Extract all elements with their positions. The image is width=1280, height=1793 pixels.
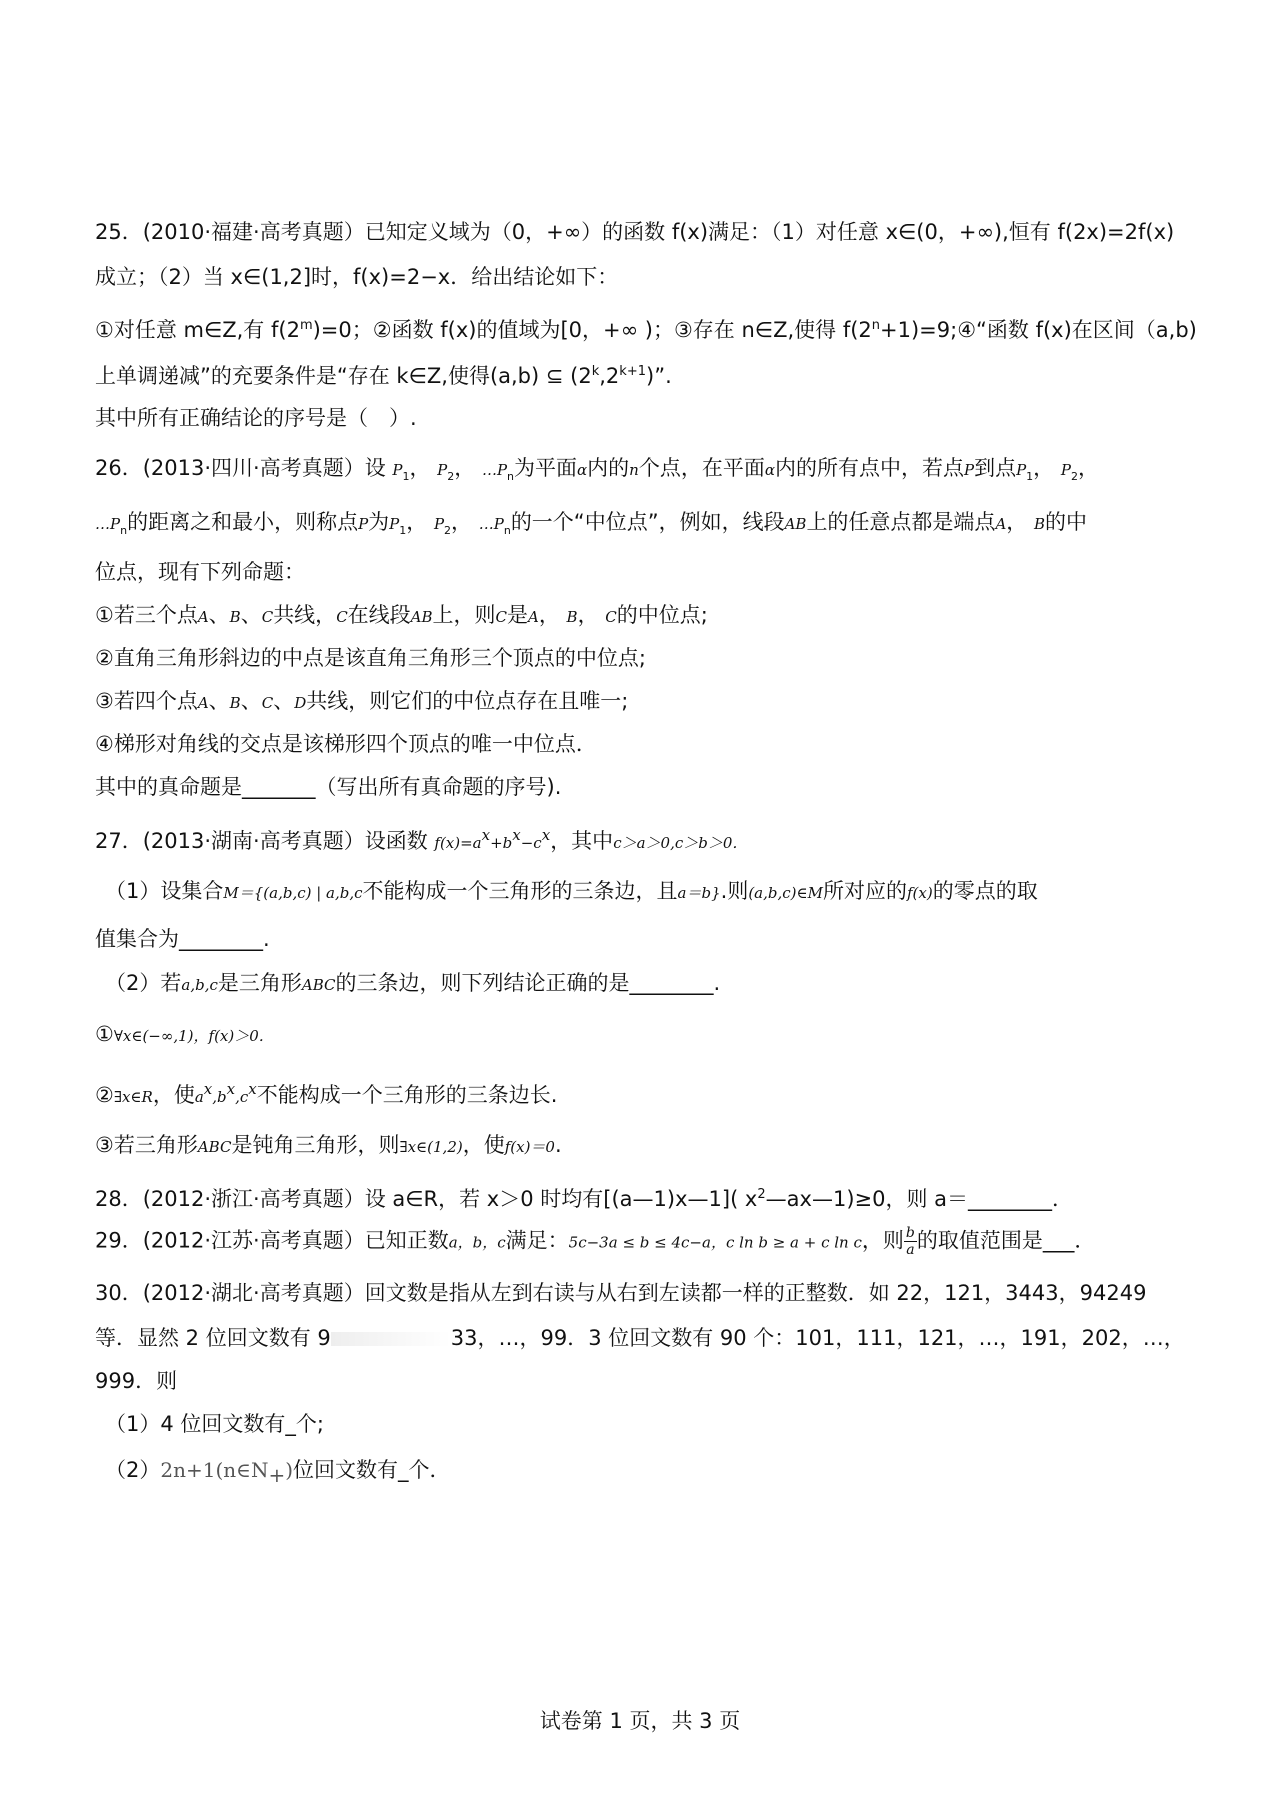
q26-text-2b: 的距离之和最小，则称点 bbox=[127, 510, 359, 534]
q26-text-1f: 到点 bbox=[974, 456, 1017, 480]
sep: ， bbox=[538, 603, 560, 627]
math-P: P bbox=[963, 461, 975, 479]
q26-line2 bbox=[95, 507, 1195, 546]
q27-text-7c: ，使 bbox=[462, 1133, 505, 1157]
math-C: C bbox=[605, 608, 617, 626]
math-cond: c＞a＞0,c＞b＞0． bbox=[613, 834, 748, 852]
q27-line5 bbox=[95, 1019, 1195, 1051]
q26-text-4c: 在线段 bbox=[347, 603, 411, 627]
math-p2: P bbox=[1060, 461, 1071, 479]
sep: ， bbox=[409, 456, 431, 480]
sep: 、 bbox=[208, 689, 230, 713]
math-B: B bbox=[1033, 515, 1045, 533]
q30-line2 bbox=[95, 1323, 1195, 1353]
q26-line4 bbox=[95, 600, 1195, 632]
q25-sup-k1: k+1 bbox=[619, 364, 646, 379]
q26-text-1b: 为平面 bbox=[514, 456, 578, 480]
q27-text-5a: ① bbox=[95, 1022, 114, 1046]
q27-text-2d: 所对应的 bbox=[822, 879, 907, 903]
q26-text-4a: ①若三个点 bbox=[95, 603, 198, 627]
q30-text-5a: （2） bbox=[105, 1458, 161, 1482]
math-pn: …P bbox=[481, 461, 508, 479]
q30-text-2b: 33，…，99．3 位回文数有 90 个：101，111，121，…，191，202，…， bbox=[450, 1326, 1185, 1350]
q25-line3 bbox=[95, 311, 1195, 345]
math-P: P bbox=[358, 515, 369, 533]
math-setM: M＝{(a,b,c) | a,b,c bbox=[223, 884, 363, 902]
q30-text-4: （1）4 位回文数有_个; bbox=[105, 1412, 324, 1436]
q27-text-6c: 不能构成一个三角形的三条边长. bbox=[256, 1083, 558, 1107]
q27-text-6a: ② bbox=[95, 1083, 114, 1107]
frac-den: a bbox=[906, 1242, 915, 1258]
q30-line3 bbox=[95, 1366, 1195, 1396]
math-sub2: 2 bbox=[447, 470, 455, 484]
q25-text-2: 成立；（2）当 x∈(1,2]时，f(x)=2−x．给出结论如下： bbox=[95, 265, 619, 289]
math-fx0: f(x)＝0 bbox=[504, 1138, 555, 1156]
math-pn: …P bbox=[95, 515, 121, 533]
q25-text-4c: )”. bbox=[646, 364, 672, 388]
sep: 、 bbox=[273, 689, 295, 713]
q29-text-c: ，则 bbox=[861, 1228, 904, 1253]
q29-text-d: 的取值范围是___． bbox=[916, 1228, 1096, 1253]
q27-text-2b: 不能构成一个三角形的三条边，且 bbox=[362, 879, 678, 903]
q26-line5 bbox=[95, 643, 1195, 673]
q25-text-3b: )=0；②函数 f(x)的值域为[0，+∞ )；③存在 n∈Z,使得 f(2 bbox=[312, 318, 872, 342]
math-exists12: ∃x∈(1,2) bbox=[399, 1138, 463, 1156]
q29-text-a: 29．(2012·江苏·高考真题）已知正数 bbox=[95, 1228, 449, 1253]
math-exists: ∃x∈R bbox=[113, 1088, 153, 1106]
q27-line3 bbox=[95, 924, 1195, 954]
q26-text-6b: 共线，则它们的中位点存在且唯一; bbox=[306, 689, 629, 713]
q27-line2 bbox=[105, 876, 1205, 908]
math-AB: AB bbox=[784, 515, 807, 533]
q27-text-1b: ，其中 bbox=[550, 829, 614, 853]
q30-line4 bbox=[105, 1409, 1205, 1439]
fraction-b-over-a bbox=[904, 1225, 917, 1258]
page-footer: 试卷第 1 页，共 3 页 bbox=[539, 1709, 741, 1733]
q26-text-4e: 是 bbox=[507, 603, 529, 627]
q26-text-5: ②直角三角形斜边的中点是该直角三角形三个顶点的中位点; bbox=[95, 646, 646, 670]
q26-text-1d: 个点，在平面 bbox=[638, 456, 765, 480]
q26-text-3: 位点，现有下列命题： bbox=[95, 560, 305, 584]
q27-text-2c: .则 bbox=[720, 879, 749, 903]
q27-text-4b: 是三角形 bbox=[217, 971, 302, 995]
math-A: A bbox=[528, 608, 539, 626]
q25-line1 bbox=[95, 217, 1195, 247]
math-sub2: 2 bbox=[1070, 470, 1078, 484]
math-abc: a,b,c bbox=[181, 976, 218, 994]
math-B: B bbox=[566, 608, 578, 626]
math-C: C bbox=[495, 608, 508, 626]
q28-sup: 2 bbox=[757, 1187, 766, 1202]
q25-text-5: 其中所有正确结论的序号是（ ）. bbox=[95, 406, 417, 430]
q26-text-4f: 的中位点; bbox=[616, 603, 708, 627]
q27-text-3: 值集合为________. bbox=[95, 927, 270, 951]
math-sup-x: x bbox=[512, 826, 521, 844]
math-alpha: α bbox=[764, 461, 775, 479]
sep: ， bbox=[1077, 456, 1099, 480]
math-sup-x: x bbox=[248, 1080, 257, 1098]
q26-text-4b: 共线， bbox=[273, 603, 337, 627]
math-fx-def: f(x)=a bbox=[434, 834, 482, 852]
math-C: C bbox=[261, 608, 274, 626]
math-subn: n bbox=[507, 470, 515, 484]
math-AB: AB bbox=[410, 608, 433, 626]
math-B: B bbox=[229, 694, 241, 712]
math-sup-x: x bbox=[481, 826, 491, 844]
q25-text-3a: ①对任意 m∈Z,有 f(2 bbox=[95, 318, 300, 342]
q27-text-6b: ，使 bbox=[152, 1083, 195, 1107]
math-sub2: 2 bbox=[444, 524, 452, 538]
math-sup-x: x bbox=[541, 826, 551, 844]
q26-text-1a: 26．(2013·四川·高考真题）设 bbox=[95, 456, 393, 480]
q25-sup-m: m bbox=[299, 318, 313, 333]
math-p1: P bbox=[1016, 461, 1027, 479]
q26-line6 bbox=[95, 686, 1195, 718]
math-sup-x: x bbox=[226, 1080, 236, 1098]
sep: 、 bbox=[208, 603, 230, 627]
q26-text-2d: 的一个“中位点”，例如，线段 bbox=[510, 510, 785, 534]
q30-line1 bbox=[95, 1278, 1195, 1308]
q26-text-8: 其中的真命题是_______（写出所有真命题的序号). bbox=[95, 775, 562, 799]
q26-text-1e: 内的所有点中，若点 bbox=[774, 456, 964, 480]
sep: ， bbox=[577, 603, 599, 627]
q26-text-1c: 内的 bbox=[587, 456, 630, 480]
math-2n1: 2n+1(n∈N bbox=[160, 1458, 269, 1482]
math-subn: n bbox=[503, 524, 511, 538]
math-A: A bbox=[197, 694, 209, 712]
math-bx: b bbox=[217, 1088, 227, 1106]
math-sub1: 1 bbox=[399, 524, 407, 538]
math-B: B bbox=[229, 608, 241, 626]
q26-text-2e: 上的任意点都是端点 bbox=[806, 510, 996, 534]
math-alpha: α bbox=[577, 461, 588, 479]
q27-line6: ②∃x∈R，使$a^x,b^x,c^x$不能构成一个三角形的三条边长. bbox=[95, 1080, 558, 1107]
math-q29abc: a，b，c bbox=[448, 1233, 506, 1252]
smudge-mark bbox=[331, 1332, 451, 1346]
math-2n1-end: ) bbox=[285, 1458, 294, 1482]
math-C: C bbox=[336, 608, 348, 626]
sep: ， bbox=[406, 510, 428, 534]
q26-line3 bbox=[95, 557, 1195, 587]
sep: 、 bbox=[240, 603, 262, 627]
q25-sup-k: k bbox=[591, 364, 600, 379]
q28-text-b: —ax—1)≥0，则 a＝________． bbox=[765, 1187, 1074, 1211]
q26-text-6a: ③若四个点 bbox=[95, 689, 198, 713]
q25-text-4a: 上单调递减”的充要条件是“存在 k∈Z,使得(a,b) ⊆ (2 bbox=[95, 364, 592, 388]
sep: ， bbox=[1033, 456, 1055, 480]
q27-text-4a: （2）若 bbox=[105, 971, 182, 995]
q25-text-3c: +1)=9;④“函数 f(x)在区间（a,b) bbox=[880, 318, 1197, 342]
q26-line7 bbox=[95, 729, 1195, 759]
q25-text-1: 25．(2010·福建·高考真题）已知定义域为（0，+∞）的函数 f(x)满足：（1）对任意 x∈(0，+∞),恒有 f(2x)=2f(x) bbox=[95, 220, 1175, 244]
sep: ， bbox=[1006, 510, 1028, 534]
q27-text-4c: 的三条边，则下列结论正确的是________. bbox=[335, 971, 721, 995]
q26-line1 bbox=[95, 453, 1195, 492]
math-ABC: ABC bbox=[197, 1138, 232, 1156]
math-sub1: 1 bbox=[1026, 470, 1034, 484]
q28-line bbox=[95, 1180, 1195, 1214]
math-n: n bbox=[629, 461, 639, 479]
q28-text-a: 28．(2012·浙江·高考真题）设 a∈R，若 x＞0 时均有[(a—1)x—1]( x bbox=[95, 1187, 758, 1211]
math-fx: f(x) bbox=[906, 884, 933, 902]
sep: ， bbox=[454, 456, 476, 480]
q27-text-7b: 是钝角三角形，则 bbox=[231, 1133, 400, 1157]
q29-line bbox=[95, 1225, 1195, 1258]
math-ABC: ABC bbox=[301, 976, 336, 994]
q25-line4 bbox=[95, 357, 1195, 391]
q27-text-7d: . bbox=[554, 1133, 562, 1157]
sep: ， bbox=[451, 510, 473, 534]
math-abcM: (a,b,c)∈M bbox=[748, 884, 823, 902]
math-forall: ∀x∈(−∞,1)，f(x)＞0． bbox=[113, 1027, 274, 1045]
q30-text-3: 999．则 bbox=[95, 1369, 178, 1393]
math-D: D bbox=[294, 694, 307, 712]
q26-line8 bbox=[95, 772, 1195, 802]
math-sub1: 1 bbox=[402, 470, 410, 484]
math-A: A bbox=[197, 608, 209, 626]
math-p1: P bbox=[392, 461, 403, 479]
math-sup-x: x bbox=[203, 1080, 213, 1098]
math-ax: a bbox=[194, 1088, 204, 1106]
math-aeqb: a＝b} bbox=[677, 884, 721, 902]
q27-line4 bbox=[105, 968, 1205, 1000]
math-pn: …P bbox=[478, 515, 504, 533]
math-fx-minus: −c bbox=[520, 834, 542, 852]
math-2n1-sub: + bbox=[268, 1463, 286, 1488]
q27-text-2e: 的零点的取 bbox=[932, 879, 1038, 903]
q27-text-2a: （1）设集合 bbox=[105, 879, 224, 903]
q30-text-2a: 等．显然 2 位回文数有 9 bbox=[95, 1326, 331, 1350]
q29-text-b: 满足： bbox=[505, 1228, 569, 1253]
math-p2: P bbox=[433, 515, 445, 533]
q25-text-4b: ,2 bbox=[599, 364, 620, 388]
q30-text-5b: 位回文数有_个． bbox=[293, 1458, 451, 1482]
q27-line7 bbox=[95, 1130, 1195, 1162]
math-ineq: 5c−3a ≤ b ≤ 4c−a，c ln b ≥ a + c ln c bbox=[568, 1233, 862, 1252]
q26-text-4d: 上，则 bbox=[432, 603, 496, 627]
q27-line1 bbox=[95, 820, 1195, 858]
q25-sup-n: n bbox=[871, 318, 881, 333]
q30-line5 bbox=[105, 1455, 1205, 1490]
math-A: A bbox=[995, 515, 1007, 533]
math-fx-plus: +b bbox=[490, 834, 513, 852]
q27-text-1a: 27．(2013·湖南·高考真题）设函数 bbox=[95, 829, 435, 853]
q30-text-1: 30．(2012·湖北·高考真题）回文数是指从左到右读与从右到左读都一样的正整数．如 22，121，3443，94249 bbox=[95, 1281, 1147, 1305]
math-cx: c bbox=[239, 1088, 249, 1106]
q27-text-7a: ③若三角形 bbox=[95, 1133, 198, 1157]
frac-num: b bbox=[905, 1225, 915, 1241]
q25-line5 bbox=[95, 403, 1195, 433]
math-p2: P bbox=[437, 461, 448, 479]
q26-text-2f: 的中 bbox=[1045, 510, 1087, 534]
math-C: C bbox=[261, 694, 274, 712]
math-subn: n bbox=[120, 524, 128, 538]
sep: 、 bbox=[240, 689, 262, 713]
math-p1: P bbox=[389, 515, 400, 533]
q26-text-7: ④梯形对角线的交点是该梯形四个顶点的唯一中位点． bbox=[95, 732, 597, 756]
q26-text-2c: 为 bbox=[368, 510, 390, 534]
q25-line2 bbox=[95, 262, 1195, 292]
